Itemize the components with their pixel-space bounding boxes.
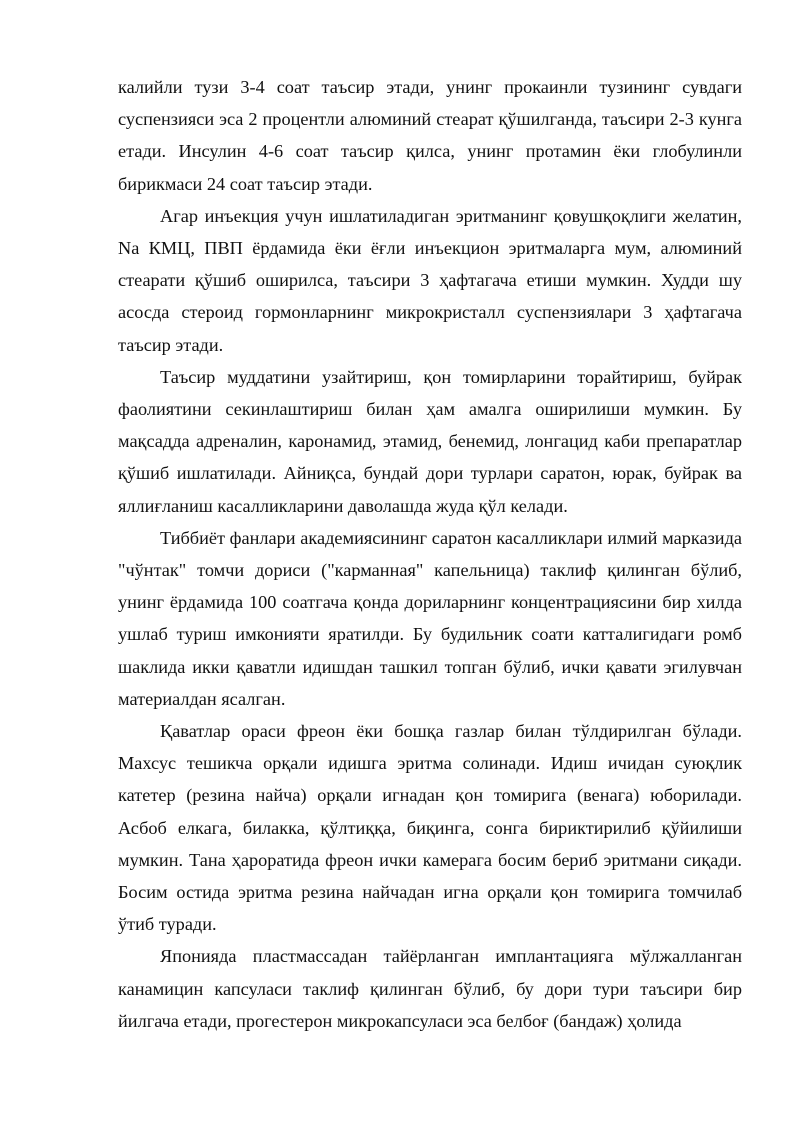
paragraph-2: Агар инъекция учун ишлатиладиган эритманинг қовушқоқлиги желатин, Na КМЦ, ПВП ёрдамида ёки ёғли инъекцион эритмаларга мум, алюминий стеарати қўшиб оширилса, таъсири 3 ҳафтагача етиши мумкин. Худди шу асосда стероид гормонларнинг микрокристалл суспензиялари 3 ҳафтагача таъсир этади. — [118, 205, 742, 355]
paragraph-3: Таъсир муддатини узайтириш, қон томирларини торайтириш, буйрак фаолиятини секинлаштириш билан ҳам амалга оширилиши мумкин. Бу мақсадда адреналин, каронамид, этамид, бенемид, лонгацид каби препаратлар қўшиб ишлатилади. Айниқса, бундай дори турлари саратон, юрак, буйрак ва яллиғланиш касалликларини даволашда жуда қўл келади. — [118, 366, 742, 516]
paragraph-6: Японияда пластмассадан тайёрланган имплантацияга мўлжалланган канамицин капсуласи таклиф қилинган бўлиб, бу дори тури таъсири бир йилгача етади, прогестерон микрокапсуласи эса белбоғ (бандаж) ҳолида — [118, 946, 742, 1031]
paragraph-5: Қаватлар ораси фреон ёки бошқа газлар билан тўлдирилган бўлади. Махсус тешикча орқали идишга эритма солинади. Идиш ичидан суюқлик катетер (резина найча) орқали игнадан қон томирига (венага) юборилади. Асбоб елкага, билакка, қўлтиққа, биқинга, сонга бириктирилиб қўйилиши мумкин. Тана ҳароратида фреон ички камерага босим бериб эритмани сиқади. Босим остида эритма резина найчадан игна орқали қон томирига томчилаб ўтиб туради. — [118, 721, 742, 935]
paragraph-1: калийли тузи 3-4 соат таъсир этади, унинг прокаинли тузининг сувдаги суспензияси эса 2 процентли алюминий стеарат қўшилганда, таъсири 2-3 кунга етади. Инсулин 4-6 соат таъсир қилса, унинг протамин ёки глобулинли бирикмаси 24 соат таъсир этади. — [118, 77, 742, 194]
document-page — [118, 71, 742, 1037]
paragraph-4: Тиббиёт фанлари академиясининг саратон касалликлари илмий марказида "чўнтак" томчи дориси ("карманная" капельница) таклиф қилинган бўлиб, унинг ёрдамида 100 соатгача қонда дориларнинг концентрациясини бир хилда ушлаб туриш имконияти яратилди. Бу будильник соати катталигидаги ромб шаклида икки қаватли идишдан ташкил топган бўлиб, ички қавати эгилувчан материалдан ясалган. — [118, 527, 742, 709]
